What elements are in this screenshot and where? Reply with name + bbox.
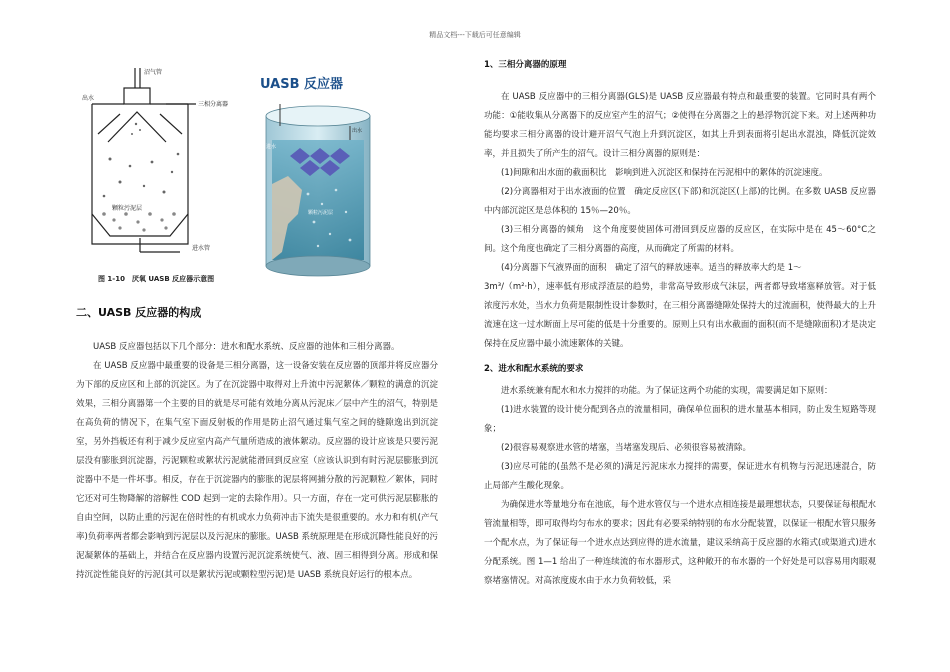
paragraph: 3m³/（m²·h），速率低有形成浮渣层的趋势，非常高导致形成气沫层，两者都导致堵塞释放管。对于低浓度污水处，当水力负荷是限制性设计参数时，在三相分离器缝隙处保持大的过流面积，使得最大的上升流速在这一过水断面上尽可能的低是十分重要的。原则上只有出水截面的面积(而不是缝隙面积)才是决定保持在反应器中最小流速絮体的关键。 [484, 282, 876, 349]
paragraph: 进水系统兼有配水和水力搅拌的功能。为了保证这两个功能的实现，需要满足如下原则： [501, 386, 833, 396]
uasb-schematic-drawing [80, 64, 250, 274]
uasb-3d-figure [258, 64, 376, 289]
label-gas: 沼气 [282, 102, 293, 108]
subheading-inlet-distribution: 2、进水和配水系统的要求 [484, 364, 584, 374]
paragraph: (2)分离器相对于出水液面的位置 确定反应区(下部)和沉淀区(上部)的比例。在多数 UASB 反应器中内部沉淀区是总体积的 15％—20％。 [484, 187, 876, 216]
uasb-3d-drawing [258, 64, 376, 289]
paragraph: 在 UASB 反应器中的三相分离器(GLS)是 UASB 反应器最有特点和最重要的装置。它同时具有两个功能：①能收集从分离器下的反应室产生的沼气；②使得在分离器之上的悬浮物沉淀下来。对上述两种功能均要求三相分离器的设计避开沼气气泡上升到沉淀区，如其上升到表面将引起出水混浊，降低沉淀效率，并且损失了所产生的沼气。设计三相分离器的原则是： [484, 92, 876, 159]
label-overflow: 出水 [82, 95, 95, 102]
label-effluent: 出水 [352, 128, 363, 134]
paragraph: (3)应尽可能的(虽然不是必须的)满足污泥床水力搅拌的需要，保证进水有机物与污泥迅速混合，防止局部产生酸化现象。 [484, 462, 876, 491]
paragraph: (1)间隙和出水面的截面积比 影响到进入沉淀区和保持在污泥相中的絮体的沉淀速度。 [501, 168, 828, 178]
section-heading-uasb-structure: 二、UASB 反应器的构成 [76, 306, 202, 319]
paragraph: (1)进水装置的设计使分配到各点的流量相同，确保单位面积的进水量基本相同，防止发生短路等现象； [484, 405, 876, 434]
uasb-schematic-figure [80, 64, 250, 289]
right-column [484, 58, 876, 591]
paragraph: (4)分离器下气液界面的面积 确定了沼气的释放速率。适当的释放率大约是 1～ [501, 263, 802, 273]
paragraph: 在 UASB 反应器中最重要的设备是三相分离器，这一设备安装在反应器的顶部并将反应器分为下部的反应区和上部的沉淀区。为了在沉淀器中取得对上升流中污泥絮体／颗粒的满意的沉淀效果，三相分离器第一个主要的目的就是尽可能有效地分离从污泥床／层中产生的沼气，特别是在高负荷的情况下，在集气室下面反射板的作用是防止沼气通过集气室之间的缝隙逸出到沉淀室，另外挡板还有利于减少反应室内高产气量所造成的液体絮动。反应器的设计应该是只要污泥层没有膨胀到沉淀器，污泥颗粒或絮状污泥就能滑回到反应室（应该认识到有时污泥层膨胀到沉淀器中不是一件坏事。相反，存在于沉淀器内的膨胀的泥层将网捕分散的污泥颗粒／絮体，同时它还对可生物降解的溶解性 COD 起到一定的去除作用）。只一方面，存在一定可供污泥层膨胀的自由空间，以防止重的污泥在倍时性的有机或水力负荷冲击下流失是很重要的。水力和有机(产气率)负荷率两者都会影响到污泥层以及污泥床的膨胀。UASB 系统原理是在形成沉降性能良好的污泥凝絮体的基础上，并结合在反应器内设置污泥沉淀系统使气、液、固三相得到分离。形成和保持沉淀性能良好的污泥(其可以是絮状污泥或颗粒型污泥)是 UASB 系统良好运行的根本点。 [76, 361, 438, 580]
label-gas-pipe: 沼气管 [144, 69, 163, 76]
label-sludge-bed: 颗粒污泥层 [112, 205, 143, 212]
label-sludge-layer: 颗粒污泥层 [308, 210, 334, 216]
paragraph: (3)三相分离器的倾角 这个角度要使固体可滑回到反应器的反应区，在实际中是在 45～60°C之间。这个角度也确定了三相分离器的高度，从而确定了所需的材料。 [484, 225, 876, 254]
label-influent: 进水 [266, 144, 277, 150]
label-separator: 三相分离器 [198, 101, 229, 108]
label-inlet-pipe: 进水管 [192, 245, 211, 252]
left-column [76, 304, 438, 585]
header-note: 精品文档---下载后可任意编辑 [429, 31, 521, 39]
paragraph: 为确保进水等量地分布在池底，每个进水管仅与一个进水点相连接是最理想状态，只要保证每根配水管流量相等，即可取得均匀布水的要求；因此有必要采纳特别的布水分配装置，以保证一根配水管只服务一个配水点，为了保证每一个进水点达到应得的进水流量，建议采纳高于反应器的水箱式(或渠道式)进水分配系统。图 1—1 给出了一种连续流的布水器形式，这种敞开的布水器的一个好处是可以容易用肉眼观察堵塞情况。对高浓度废水由于水力负荷较低，采 [484, 500, 876, 586]
figure1-caption: 图 1-10 厌氧 UASB 反应器示意图 [98, 275, 215, 283]
paragraph: UASB 反应器包括以下几个部分：进水和配水系统、反应器的池体和三相分离器。 [93, 342, 400, 352]
subheading-three-phase-separator: 1、三相分离器的原理 [484, 60, 567, 70]
figure2-title: UASB 反应器 [260, 77, 344, 92]
paragraph: (2)很容易观察进水管的堵塞，当堵塞发现后、必须很容易被清除。 [501, 443, 752, 453]
